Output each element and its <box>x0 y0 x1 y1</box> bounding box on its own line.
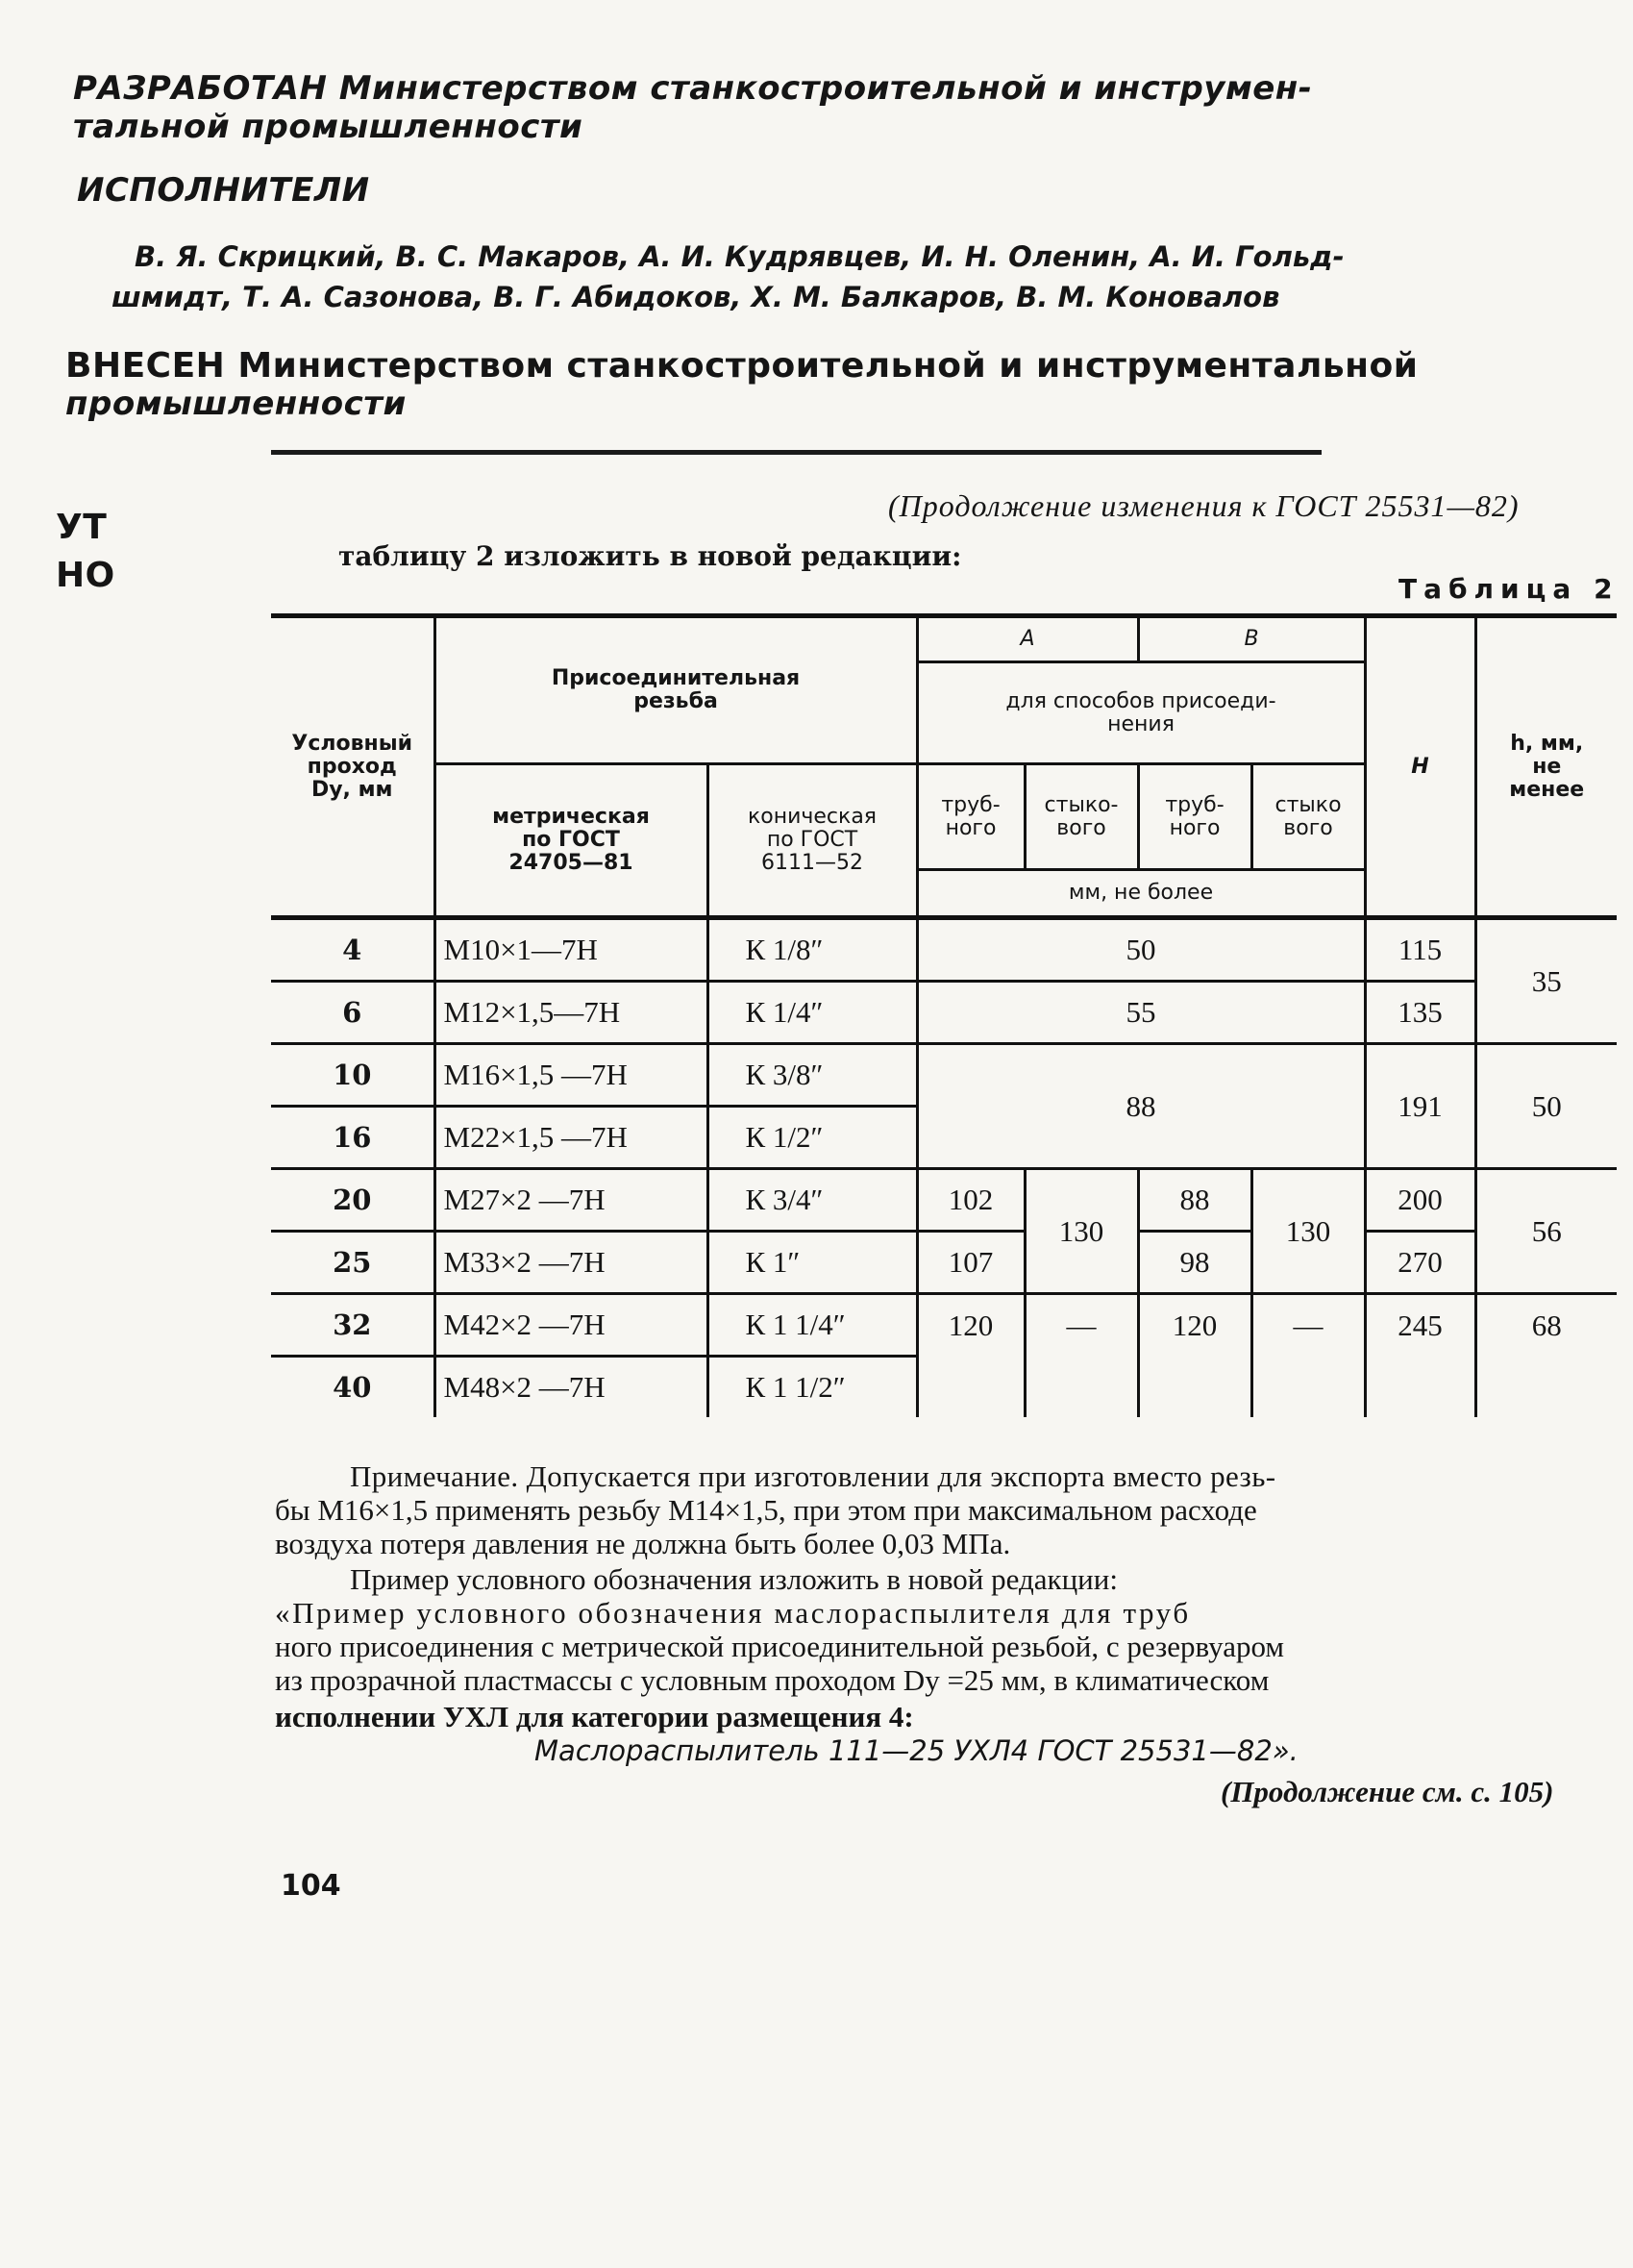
header-units: мм, не более <box>917 870 1365 918</box>
header-b-butt-1: стыко <box>1274 792 1342 817</box>
cell-dy-10: 10 <box>271 1044 434 1107</box>
header-divider <box>271 450 1322 455</box>
cell-b-pipe-20: 88 <box>1138 1169 1251 1232</box>
example-line-4: из прозрачной пластмассы с условным проходом Dу =25 мм, в климатическом <box>275 1663 1270 1697</box>
header-connection-methods <box>917 662 1365 764</box>
header-b-pipe-1: труб- <box>1165 792 1225 817</box>
cell-dy-20: 20 <box>271 1169 434 1232</box>
cell-b-butt-20-25: 130 <box>1251 1169 1365 1294</box>
header-h-1: h, мм, <box>1510 731 1584 756</box>
cell-conical-25: К 1″ <box>707 1232 917 1294</box>
header-a-pipe <box>917 764 1025 870</box>
page-number: 104 <box>281 1869 341 1903</box>
header-dy-2: проход <box>307 754 397 779</box>
cell-ab-4: 50 <box>917 918 1365 982</box>
header-col-a: A <box>917 616 1138 662</box>
margin-fragment-2: НО <box>56 556 115 595</box>
cell-metric-20: М27×2 —7Н <box>434 1169 707 1232</box>
table-caption: Таблица 2 <box>1398 573 1620 605</box>
header-thread-2: резьба <box>633 689 718 713</box>
header-connecting-thread <box>434 616 917 764</box>
cell-H-6: 135 <box>1365 982 1475 1044</box>
developed-by-line-1: РАЗРАБОТАН Министерством станкостроительной и инструмен- <box>73 69 1313 108</box>
header-metric-2: по ГОСТ <box>522 828 620 852</box>
cell-H-20: 200 <box>1365 1169 1475 1232</box>
cell-conical-20: К 3/4″ <box>707 1169 917 1232</box>
cell-conical-4: К 1/8″ <box>707 918 917 982</box>
cell-metric-32: М42×2 —7Н <box>434 1294 707 1357</box>
cell-conical-40: К 1 1/2″ <box>707 1357 917 1418</box>
note-line-3: воздуха потеря давления не должна быть более 0,03 МПа. <box>275 1527 1011 1560</box>
cell-a-pipe-32-40: 120 <box>917 1294 1025 1418</box>
cell-ab-10-16: 88 <box>917 1044 1365 1169</box>
cell-b-butt-32-40: — <box>1251 1294 1365 1418</box>
cell-metric-6: М12×1,5—7Н <box>434 982 707 1044</box>
header-a-butt-1: стыко- <box>1044 792 1119 817</box>
cell-b-pipe-32-40: 120 <box>1138 1294 1251 1418</box>
continuation-bottom: (Продолжение см. с. 105) <box>1221 1775 1554 1808</box>
header-conical-thread <box>707 764 917 918</box>
cell-metric-4: М10×1—7Н <box>434 918 707 982</box>
table-2 <box>271 613 1617 1417</box>
header-col-H: H <box>1365 616 1475 918</box>
cell-b-pipe-25: 98 <box>1138 1232 1251 1294</box>
cell-conical-6: К 1/4″ <box>707 982 917 1044</box>
cell-metric-25: М33×2 —7Н <box>434 1232 707 1294</box>
cell-dy-16: 16 <box>271 1107 434 1169</box>
example-line-1: Пример условного обозначения изложить в новой редакции: <box>350 1562 1118 1596</box>
header-conical-1: коническая <box>747 805 878 829</box>
header-h-3: менее <box>1509 777 1585 802</box>
header-conical-2: по ГОСТ <box>766 828 858 852</box>
header-b-pipe-2: ного <box>1169 815 1221 840</box>
submitted-by-line-1: ВНЕСЕН Министерством станкостроительной и инструментальной <box>65 346 1419 386</box>
cell-metric-10: М16×1,5 —7Н <box>434 1044 707 1107</box>
cell-ab-6: 55 <box>917 982 1365 1044</box>
header-h-2: не <box>1532 754 1562 779</box>
cell-h-10-16: 50 <box>1475 1044 1617 1169</box>
example-line-3: ного присоединения с метрической присоединительной резьбой, с резервуаром <box>275 1630 1285 1663</box>
header-metric-1: метрическая <box>492 805 650 829</box>
developed-by-line-2: тальной промышленности <box>73 108 583 146</box>
example-line-2: «Пример условного обозначения маслораспылителя для труб <box>275 1596 1191 1630</box>
instruction-text: таблицу 2 изложить в новой редакции: <box>338 540 962 572</box>
note-line-1: Примечание. Допускается при изготовлении для экспорта вместо резь- <box>350 1459 1276 1493</box>
authors-line-1: В. Я. Скрицкий, В. С. Макаров, А. И. Кудрявцев, И. Н. Оленин, А. И. Гольд- <box>135 240 1345 273</box>
cell-H-4: 115 <box>1365 918 1475 982</box>
header-b-butt-2: вого <box>1283 815 1333 840</box>
cell-H-25: 270 <box>1365 1232 1475 1294</box>
header-dy-1: Условный <box>291 731 413 756</box>
cell-dy-6: 6 <box>271 982 434 1044</box>
cell-conical-16: К 1/2″ <box>707 1107 917 1169</box>
cell-metric-40: М48×2 —7Н <box>434 1357 707 1418</box>
header-dy-3: Dу, мм <box>310 777 393 802</box>
cell-h-32-40: 68 <box>1531 1308 1562 1342</box>
cell-h-20-25: 56 <box>1475 1169 1617 1294</box>
cell-conical-10: К 3/8″ <box>707 1044 917 1107</box>
cell-metric-16: М22×1,5 —7Н <box>434 1107 707 1169</box>
header-col-h <box>1475 616 1617 918</box>
header-conical-3: 6111—52 <box>761 851 863 875</box>
header-a-butt-2: вого <box>1056 815 1106 840</box>
cell-dy-32: 32 <box>271 1294 434 1357</box>
margin-fragment-1: УТ <box>56 508 108 547</box>
header-thread-1: Присоединительная <box>551 666 801 690</box>
example-designation: Маслораспылитель 111—25 УХЛ4 ГОСТ 25531—82». <box>534 1734 1299 1767</box>
cell-conical-32: К 1 1/4″ <box>707 1294 917 1357</box>
cell-a-pipe-25: 107 <box>917 1232 1025 1294</box>
cell-dy-4: 4 <box>271 918 434 982</box>
submitted-by-line-2: промышленности <box>65 385 407 423</box>
cell-H-10-16: 191 <box>1365 1044 1475 1169</box>
cell-dy-40: 40 <box>271 1357 434 1418</box>
header-col-b: B <box>1138 616 1365 662</box>
header-metric-thread <box>434 764 707 918</box>
cell-h-4-6: 35 <box>1475 918 1617 1044</box>
example-line-5: исполнении УХЛ для категории размещения 4: <box>275 1700 914 1733</box>
header-a-butt <box>1025 764 1138 870</box>
cell-a-butt-32-40: — <box>1025 1294 1138 1418</box>
cell-H-32-40: 245 <box>1365 1294 1475 1418</box>
note-line-2: бы М16×1,5 применять резьбу М14×1,5, при этом при максимальном расходе <box>275 1493 1257 1527</box>
header-methods-1: для способов присоеди- <box>1005 688 1276 713</box>
cell-a-butt-20-25: 130 <box>1025 1169 1138 1294</box>
performers-title: ИСПОЛНИТЕЛИ <box>77 171 370 210</box>
cell-a-pipe-20: 102 <box>917 1169 1025 1232</box>
header-a-pipe-1: труб- <box>941 792 1001 817</box>
header-methods-2: нения <box>1107 711 1175 736</box>
continuation-top: (Продолжение изменения к ГОСТ 25531—82) <box>888 488 1520 523</box>
header-nominal-bore <box>271 616 434 918</box>
header-metric-3: 24705—81 <box>508 851 633 875</box>
header-a-pipe-2: ного <box>945 815 997 840</box>
cell-dy-25: 25 <box>271 1232 434 1294</box>
header-b-pipe <box>1138 764 1251 870</box>
authors-line-2: шмидт, Т. А. Сазонова, В. Г. Абидоков, Х. М. Балкаров, В. М. Коновалов <box>111 281 1280 313</box>
header-b-butt <box>1251 764 1365 870</box>
